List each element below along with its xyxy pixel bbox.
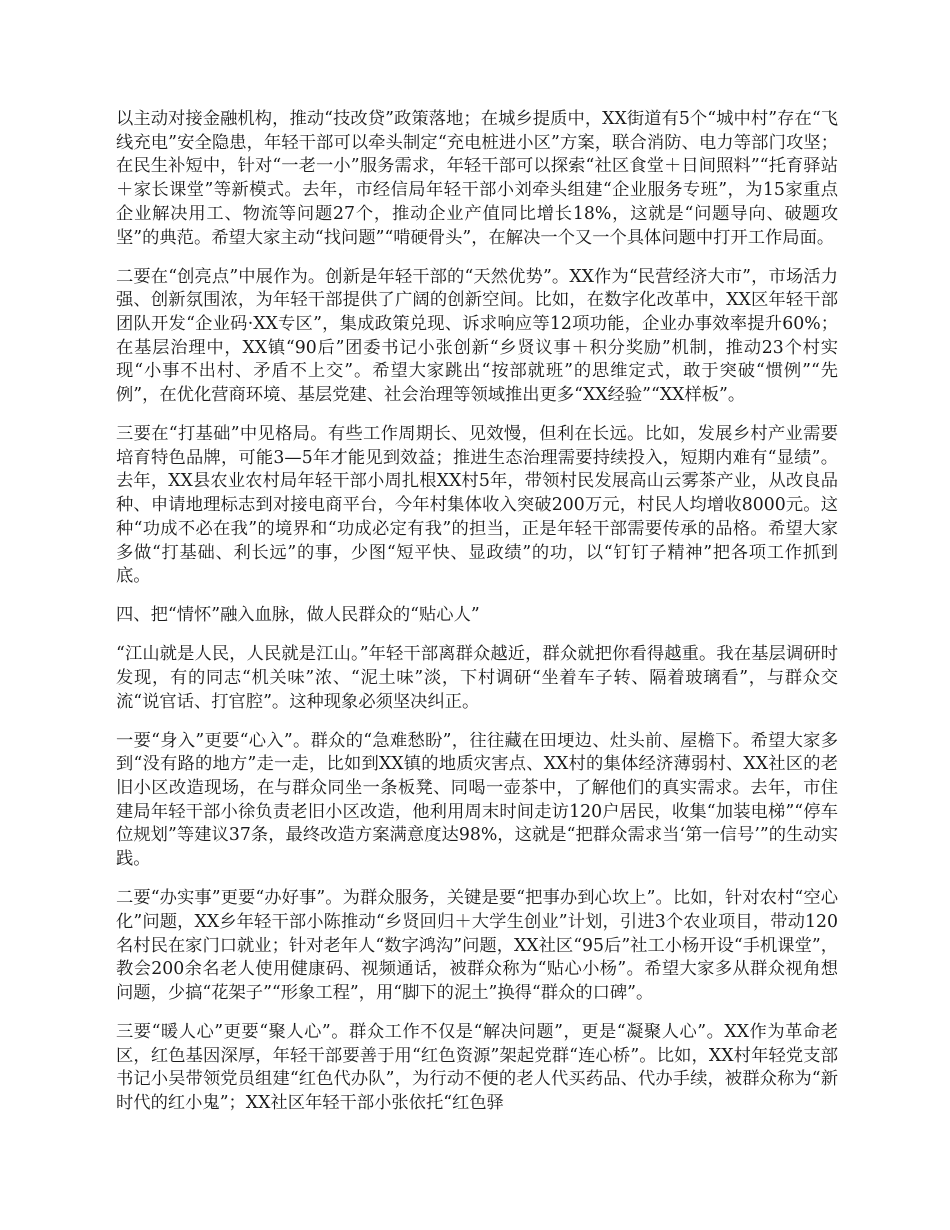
- section-heading-four: 四、把“情怀”融入血脉，做人民群众的“贴心人”: [116, 605, 480, 626]
- paragraph-problem-solving: 以主动对接金融机构，推动“技改贷”政策落地；在城乡提质中，XX街道有5个“城中村”存在“飞线充电”安全隐患，年轻干部可以牵头制定“充电桩进小区”方案，联合消防、电力等部门攻坚；在民生补短中，针对“一老一小”服务需求，年轻干部可以探索“社区食堂＋日间照料”“托育驿站＋家长课堂”等新模式。去年，市经信局年轻干部小刘牵头组建“企业服务专班”，为15家重点企业解决用工、物流等问题27个，推动企业产值同比增长18%，这就是“问题导向、破题攻坚”的典范。希望大家主动“找问题”“啃硬骨头”，在解决一个又一个具体问题中打开工作局面。: [116, 109, 838, 248]
- paragraph-practical-deeds: 二要“办实事”更要“办好事”。为群众服务，关键是要“把事办到心坎上”。比如，针对农村“空心化”问题，XX乡年轻干部小陈推动“乡贤回归＋大学生创业”计划，引进3个农业项目，带动120名村民在家门口就业；针对老年人“数字鸿沟”问题，XX社区“95后”社工小杨开设“手机课堂”，教会200余名老人使用健康码、视频通话，被群众称为“贴心小杨”。希望大家多从群众视角想问题，少搞“花架子”“形象工程”，用“脚下的泥土”换得“群众的口碑”。: [116, 888, 838, 1003]
- paragraph-warm-hearts: 三要“暖人心”更要“聚人心”。群众工作不仅是“解决问题”，更是“凝聚人心”。XX作为革命老区，红色基因深厚，年轻干部要善于用“红色资源”架起党群“连心桥”。比如，XX村年轻党支部书记小吴带领党员组建“红色代办队”，为行动不便的老人代买药品、代办手续，被群众称为“新时代的红小鬼”；XX社区年轻干部小张依托“红色驿: [116, 1021, 838, 1114]
- paragraph-people-intro: “江山就是人民，人民就是江山。”年轻干部离群众越近，群众就把你看得越重。我在基层调研时发现，有的同志“机关味”浓、“泥土味”淡，下村调研“坐着车子转、隔着玻璃看”，与群众交流“说官话、打官腔”。这种现象必须坚决纠正。: [116, 644, 838, 712]
- paragraph-lay-foundation: 三要在“打基础”中见格局。有些工作周期长、见效慢，但利在长远。比如，发展乡村产业需要培育特色品牌，可能3—5年才能见到效益；推进生态治理需要持续投入，短期内难有“显绩”。去年，XX县农业农村局年轻干部小周扎根XX村5年，带领村民发展高山云雾茶产业，从改良品种、申请地理标志到对接电商平台，今年村集体收入突破200万元，村民人均增收8000元。这种“功成不必在我”的境界和“功成必定有我”的担当，正是年轻干部需要传承的品格。希望大家多做“打基础、利长远”的事，少图“短平快、显政绩”的功，以“钉钉子精神”把各项工作抓到底。: [116, 424, 838, 587]
- document-page: [116, 108, 838, 1131]
- paragraph-innovation-highlights: 二要在“创亮点”中展作为。创新是年轻干部的“天然优势”。XX作为“民营经济大市”，市场活力强、创新氛围浓，为年轻干部提供了广阔的创新空间。比如，在数字化改革中，XX区年轻干部团队开发“企业码·XX专区”，集成政策兑现、诉求响应等12项功能，企业办事效率提升60%；在基层治理中，XX镇“90后”团委书记小张创新“乡贤议事＋积分奖励”机制，推动23个村实现“小事不出村、矛盾不上交”。希望大家跳出“按部就班”的思维定式，敢于突破“惯例”“先例”，在优化营商环境、基层党建、社会治理等领域推出更多“XX经验”“XX样板”。: [116, 266, 838, 406]
- paragraph-body-and-heart: 一要“身入”更要“心入”。群众的“急难愁盼”，往往藏在田埂边、灶头前、屋檐下。希望大家多到“没有路的地方”走一走，比如到XX镇的地质灾害点、XX村的集体经济薄弱村、XX社区的老旧小区改造现场，在与群众同坐一条板凳、同喝一壶茶中，了解他们的真实需求。去年，市住建局年轻干部小徐负责老旧小区改造，他利用周末时间走访120户居民，收集“加装电梯”“停车位规划”等建议37条，最终改造方案满意度达98%，这就是“把群众需求当‘第一信号’”的生动实践。: [116, 730, 838, 870]
